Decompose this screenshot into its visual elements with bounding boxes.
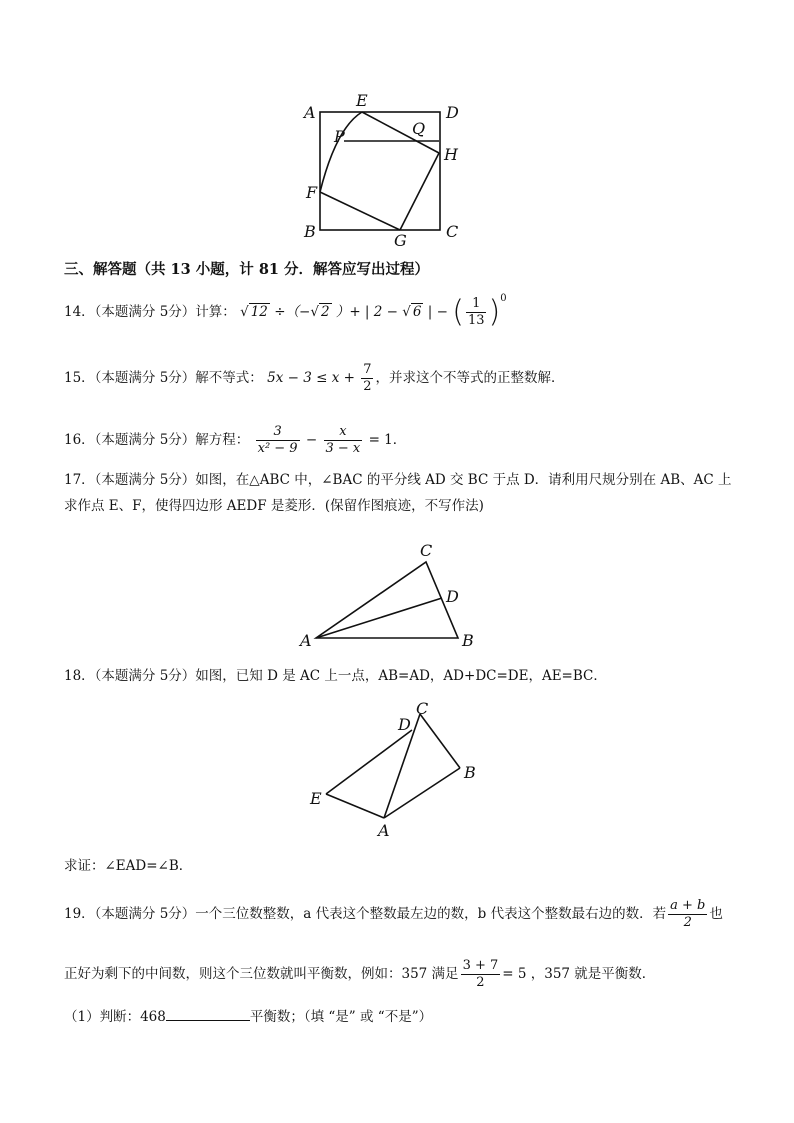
- label-g: G: [394, 231, 407, 250]
- answer-blank[interactable]: [166, 1006, 250, 1021]
- question-17-line1: 17．（本题满分 5分）如图，在△ABC 中，∠BAC 的平分线 AD 交 BC 于点 D．请利用尺规分别在 AB、AC 上: [64, 472, 732, 488]
- q16-fraction-1: $\frac{3}{\text{x² − 9}}$: [257, 424, 298, 456]
- segment-hg: [400, 153, 439, 230]
- label-d: D: [398, 715, 411, 734]
- figure-square-abcd: [296, 90, 466, 250]
- q19-sub1-lead: （1）判断：468: [64, 1009, 166, 1025]
- q19-line2-a: 正好为剩下的中间数，则这个三位数就叫平衡数，例如：357 满足: [64, 966, 459, 982]
- q14-part-f: | −: [427, 304, 453, 320]
- segment-eh: [362, 112, 439, 153]
- question-16: [64, 424, 406, 457]
- q16-tail: = 1．: [368, 432, 407, 448]
- label-a: A: [300, 631, 312, 650]
- label-e: E: [310, 789, 322, 808]
- label-d: D: [446, 587, 459, 606]
- segment-ba: [384, 768, 460, 818]
- q19-line1-text: 19．（本题满分 5分）一个三位数整数，a 代表这个整数最左边的数，b 代表这个整数最右边的数．若: [64, 906, 667, 922]
- q14-part-d: ）+ | 2 −: [335, 304, 403, 320]
- q15-expression: 5x − 3 ≤ x +: [267, 370, 360, 386]
- arc-ef: [320, 112, 362, 192]
- q19-line2-b: = 5 ，357 就是平衡数．: [502, 966, 656, 982]
- label-b: B: [304, 222, 316, 241]
- question-19-line1: [64, 898, 723, 931]
- label-p: P: [334, 127, 345, 146]
- q16-minus: −: [305, 432, 318, 448]
- question-14: 14．（本题满分 5分）计算： √ 12 ÷（−√ 2 ）+ | 2 − √ 6 | − ( $\frac{1}{13}$ )$^0$: [64, 292, 507, 330]
- label-e: E: [356, 91, 368, 110]
- question-19-line2: [64, 958, 655, 991]
- label-c: C: [446, 222, 459, 241]
- figure-triangle-abc: [296, 540, 486, 652]
- section-heading: 三、解答题（共 13 小题，计 81 分．解答应写出过程）: [64, 261, 430, 278]
- q14-fraction: $\frac{1}{13}$: [467, 296, 485, 328]
- q19-fraction-2: $\frac{3 + 7}{2}$: [462, 958, 499, 990]
- label-c: C: [416, 700, 429, 718]
- q14-sqrt-2: 2: [320, 304, 330, 320]
- question-18-prove: 求证：∠EAD=∠B．: [64, 858, 193, 874]
- question-18: 18．（本题满分 5分）如图，已知 D 是 AC 上一点，AB=AD，AD+DC=DE，AE=BC．: [64, 668, 607, 684]
- q16-lead: 16．（本题满分 5分）解方程：: [64, 432, 250, 448]
- label-a: A: [378, 821, 390, 840]
- label-b: B: [464, 763, 476, 782]
- q14-lead: 14．（本题满分 5分）计算：: [64, 304, 236, 320]
- question-17-line2: 求作点 E、F，使得四边形 AEDF 是菱形．(保留作图痕迹，不写作法): [64, 498, 484, 514]
- label-a: A: [304, 103, 316, 122]
- q14-sqrt-12: 12: [250, 304, 268, 320]
- q14-part-b: ÷（−: [274, 304, 311, 320]
- q16-fraction-2: $\frac{x}{3 - x}$: [325, 424, 361, 456]
- label-c: C: [420, 541, 433, 560]
- label-b: B: [462, 631, 474, 650]
- label-f: F: [306, 183, 318, 202]
- q15-fraction: $\frac{7}{2}$: [363, 362, 372, 394]
- q19-fraction-1: $\frac{a + b}{2}$: [670, 898, 706, 930]
- q14-sqrt-6: 6: [412, 304, 422, 320]
- segment-fg: [320, 192, 400, 230]
- label-h: H: [444, 145, 458, 164]
- segment-cb: [420, 714, 460, 768]
- segment-ad: [316, 598, 442, 638]
- q19-ye: 也: [709, 906, 723, 922]
- q15-tail: ，并求这个不等式的正整数解．: [375, 370, 565, 386]
- question-15: [64, 362, 564, 395]
- q14-exponent: 0: [500, 292, 507, 304]
- label-q: Q: [412, 119, 426, 138]
- segment-ea: [326, 794, 384, 818]
- segment-de: [326, 730, 412, 794]
- label-d: D: [446, 103, 459, 122]
- figure-quadrilateral: [300, 700, 490, 848]
- question-19-sub1: [64, 1006, 432, 1027]
- q15-lead: 15．（本题满分 5分）解不等式：: [64, 370, 263, 386]
- q19-sub1-tail: 平衡数；（填 “是” 或 “不是”）: [249, 1009, 433, 1025]
